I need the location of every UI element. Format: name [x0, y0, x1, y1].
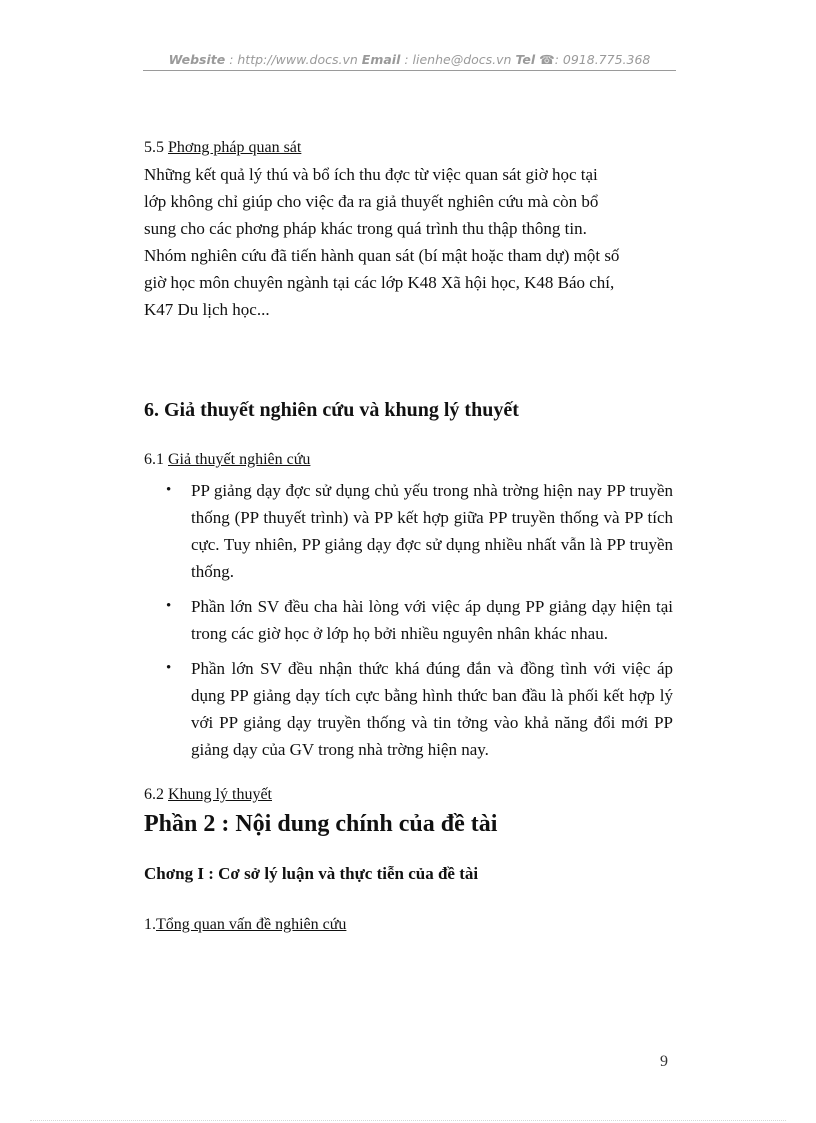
bullet-icon: •	[166, 598, 172, 614]
bullet-icon: •	[166, 660, 172, 676]
list-item	[144, 655, 673, 763]
page-content	[144, 134, 673, 938]
section-6-2-heading	[144, 781, 673, 808]
tel-number: : 0918.775.368	[554, 52, 651, 67]
section-1-title: Tổng quan vấn đề nghiên cứu	[156, 916, 347, 933]
section-6-1-number: 6.1	[144, 451, 164, 468]
list-item-text: PP giảng dạy đợc sử dụng chủ yếu trong nhà trờng hiện nay PP truyền thống (PP thuyết trình) và PP kết hợp giữa PP truyền thống và PP tích cực. Tuy nhiên, PP giảng dạy đợc sử dụng nhiều nhất vẫn là PP truyền thống.	[191, 481, 673, 581]
list-item	[144, 593, 673, 647]
page-bottom-divider	[30, 1120, 786, 1121]
section-6-1-heading	[144, 446, 673, 473]
paragraph-line: sung cho các phơng pháp khác trong quá trình thu thập thông tin.	[144, 219, 587, 238]
section-5-5-heading	[144, 134, 673, 161]
bullet-icon: •	[166, 482, 172, 498]
chapter-1-heading: Chơng I : Cơ sở lý luận và thực tiễn của đề tài	[144, 864, 479, 883]
paragraph-line: K47 Du lịch học...	[144, 300, 270, 319]
section-6-2-title: Khung lý thuyết	[168, 786, 272, 803]
phone-icon: ☎	[539, 52, 555, 67]
section-6-1-title: Giả thuyết nghiên cứu	[168, 451, 311, 468]
website-url[interactable]: : http://www.docs.vn	[229, 52, 358, 67]
website-label: Website	[168, 52, 226, 67]
email-address[interactable]: : lienhe@docs.vn	[404, 52, 512, 67]
paragraph-line: lớp không chỉ giúp cho việc đa ra giả thuyết nghiên cứu mà còn bổ	[144, 192, 599, 211]
section-1-heading	[144, 911, 673, 938]
list-item-text: Phần lớn SV đều nhận thức khá đúng đắn và đồng tình với việc áp dụng PP giảng dạy tích cực bằng hình thức ban đầu là phối kết hợp lý với PP giảng dạy truyền thống và tin tởng vào khả năng đổi mới PP giảng dạy của GV trong nhà trờng hiện nay.	[191, 659, 673, 759]
section-5-5-number: 5.5	[144, 139, 164, 156]
list-item	[144, 477, 673, 585]
section-6-heading: 6. Giả thuyết nghiên cứu và khung lý thuyết	[144, 399, 519, 421]
tel-label: Tel	[515, 52, 536, 67]
header-divider	[143, 70, 676, 71]
list-item-text: Phần lớn SV đều cha hài lòng với việc áp dụng PP giảng dạy hiện tại trong các giờ học ở lớp họ bởi nhiều nguyên nhân khác nhau.	[191, 597, 673, 643]
section-5-5-paragraph	[144, 161, 673, 323]
paragraph-line: Nhóm nghiên cứu đã tiến hành quan sát (bí mật hoặc tham dự) một số	[144, 246, 620, 265]
page-number: 9	[660, 1053, 668, 1070]
paragraph-line: giờ học môn chuyên ngành tại các lớp K48 Xã hội học, K48 Báo chí,	[144, 273, 615, 292]
section-5-5-title: Phơng pháp quan sát	[168, 139, 302, 156]
part-2-heading: Phần 2 : Nội dung chính của đề tài	[144, 811, 498, 837]
section-1-number: 1.	[144, 916, 156, 933]
email-label: Email	[361, 52, 401, 67]
hypothesis-list	[144, 477, 673, 763]
paragraph-line: Những kết quả lý thú và bổ ích thu đợc từ việc quan sát giờ học tại	[144, 165, 598, 184]
page-header	[143, 52, 676, 67]
section-6-2-number: 6.2	[144, 786, 164, 803]
